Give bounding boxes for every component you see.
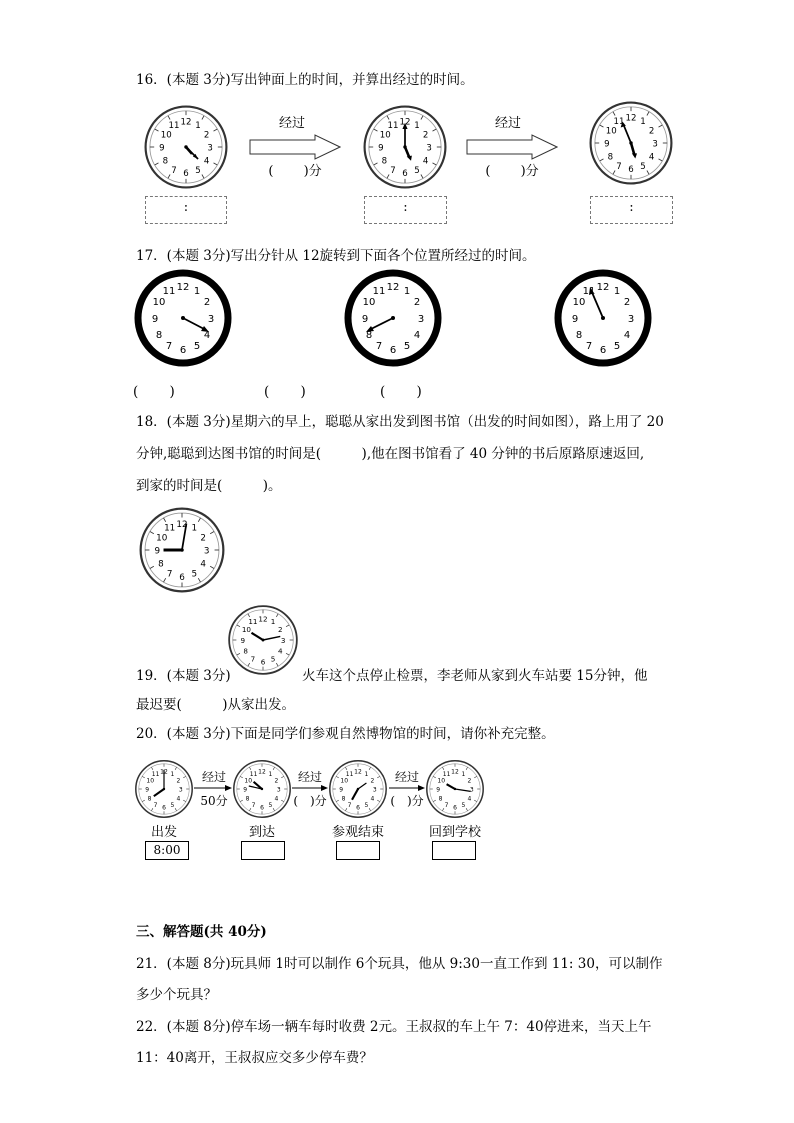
q20-arrow3 — [389, 784, 425, 792]
q22-line2: 11：40离开，王叔叔应交多少停车费？ — [136, 1050, 373, 1066]
q16-answer-box-3[interactable]: : — [590, 196, 673, 224]
q16-arrow1-label: 经过 — [278, 116, 305, 131]
q19-line1-prefix: 19．(本题 3分) — [136, 668, 231, 684]
q16-answer-box-2[interactable]: : — [364, 196, 447, 224]
q20-arrow3-bottom[interactable]: ( )分 — [390, 794, 424, 808]
q18-clock — [138, 506, 226, 594]
q20-label-visit-end: 参观结束 — [331, 825, 384, 840]
q17-blank-1[interactable]: ( ) — [133, 384, 175, 400]
q20-label-arrive: 到达 — [248, 825, 275, 840]
q20-box-arrive[interactable] — [241, 841, 285, 860]
q20-label-return: 回到学校 — [428, 825, 481, 840]
q20-box-visit-end[interactable] — [336, 841, 380, 860]
q16-clock-1 — [143, 104, 229, 190]
q16-blank2[interactable]: ( )分 — [485, 164, 539, 179]
q20-arrow3-top: 经过 — [394, 770, 419, 784]
q21-line1: 21．(本题 8分)玩具师 1时可以制作 6个玩具，他从 9:30一直工作到 11: 30，可以制作 — [136, 956, 663, 972]
q16-clock-3 — [588, 100, 674, 186]
q17-clock-1 — [133, 268, 233, 368]
q16-arrow1 — [249, 134, 341, 160]
q17-blank-2[interactable]: ( ) — [264, 384, 306, 400]
q18-line2: 分钟,聪聪到达图书馆的时间是( ),他在图书馆看了 40 分钟的书后原路原速返回, — [136, 446, 645, 462]
q20-arrow1-bottom: 50分 — [200, 794, 228, 808]
q20-box-return[interactable] — [432, 841, 476, 860]
q18-line1: 18．(本题 3分)星期六的早上，聪聪从家出发到图书馆（出发的时间如图），路上用了 20 — [136, 414, 664, 430]
q17-clock-3 — [553, 268, 653, 368]
q20-text: 20．(本题 3分)下面是同学们参观自然博物馆的时间，请你补充完整。 — [136, 726, 555, 742]
q20-arrow2-top: 经过 — [297, 770, 322, 784]
q16-arrow2-label: 经过 — [494, 116, 521, 131]
section3-title: 三、解答题(共 40分) — [136, 924, 267, 940]
q20-arrow2 — [292, 784, 328, 792]
q20-box-depart: 8:00 — [145, 841, 189, 860]
q20-arrow1 — [194, 784, 232, 792]
q16-answer-box-1[interactable]: : — [145, 196, 227, 224]
q16-text: 16．(本题 3分)写出钟面上的时间，并算出经过的时间。 — [136, 72, 474, 88]
q20-clock-arrive — [232, 759, 292, 819]
q16-clock-2 — [362, 104, 448, 190]
q17-clock-2 — [343, 268, 443, 368]
q17-text: 17．(本题 3分)写出分针从 12旋转到下面各个位置所经过的时间。 — [136, 248, 536, 264]
q18-line3: 到家的时间是( )。 — [136, 478, 282, 494]
q16-arrow2 — [466, 134, 558, 160]
q20-arrow1-top: 经过 — [201, 770, 226, 784]
q16-blank1[interactable]: ( )分 — [268, 164, 322, 179]
q20-clock-visit-end — [328, 759, 388, 819]
q20-label-depart: 出发 — [150, 825, 177, 840]
q21-line2: 多少个玩具？ — [136, 987, 217, 1003]
q20-clock-depart — [134, 759, 194, 819]
q19-line2: 最迟要( )从家出发。 — [136, 697, 296, 713]
q20-clock-return — [425, 759, 485, 819]
q19-line1-suffix: 火车这个点停止检票，李老师从家到火车站要 15分钟，他 — [302, 668, 648, 684]
q19-clock — [227, 604, 299, 676]
q17-blank-3[interactable]: ( ) — [380, 384, 422, 400]
q22-line1: 22．(本题 8分)停车场一辆车每时收费 2元。王叔叔的车上午 7：40停进来，当天上午 — [136, 1019, 652, 1035]
q20-arrow2-bottom[interactable]: ( )分 — [293, 794, 327, 808]
